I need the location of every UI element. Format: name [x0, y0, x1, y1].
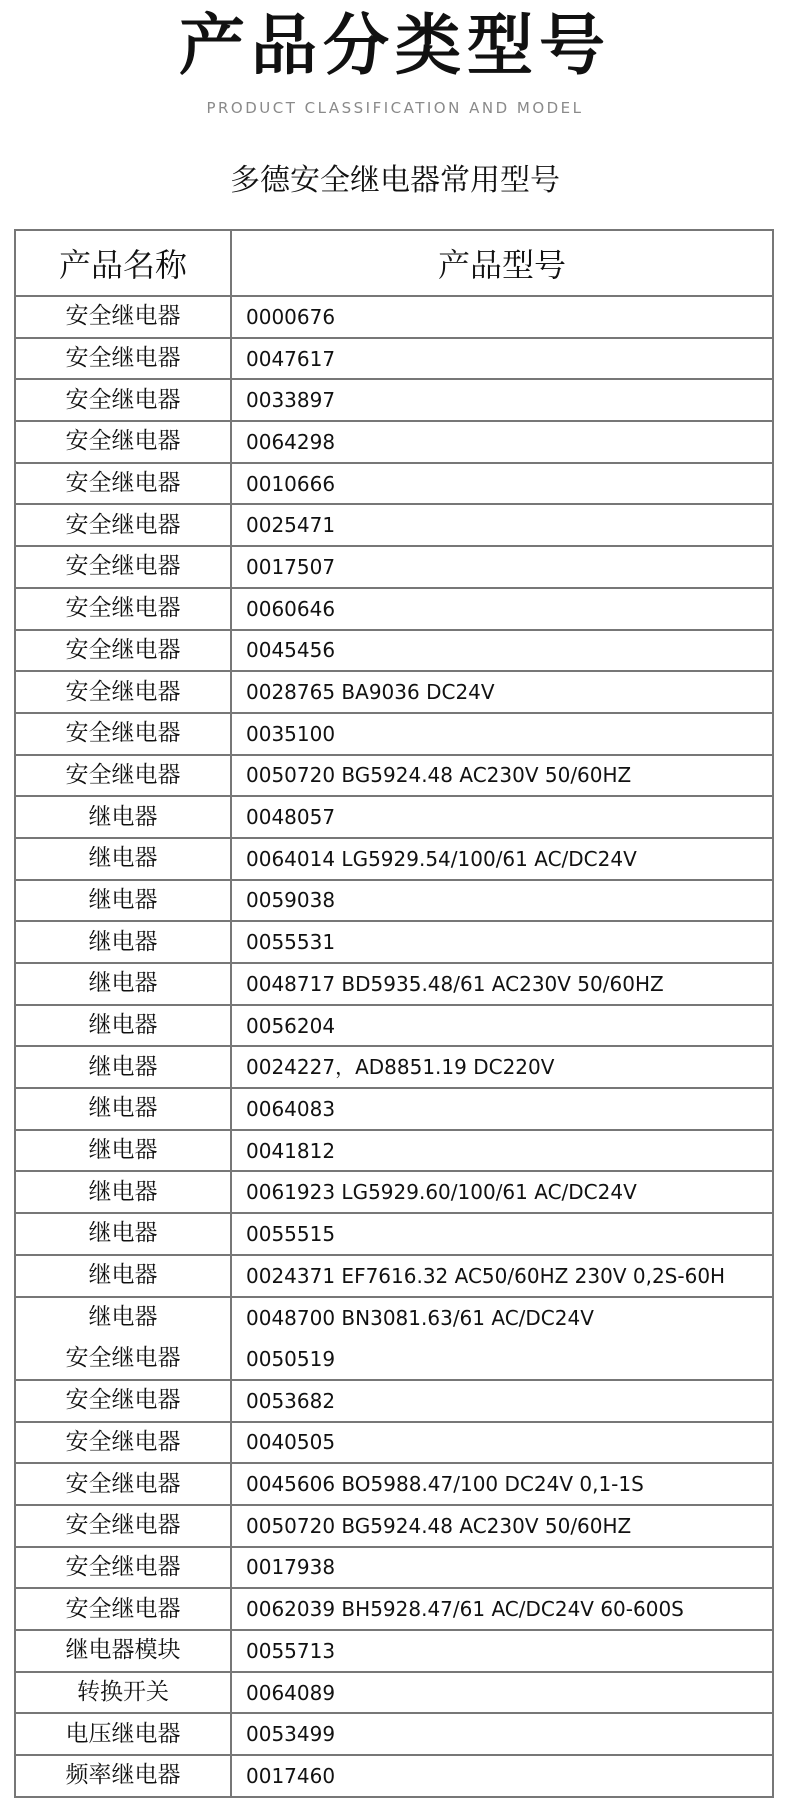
table-row	[16, 1089, 774, 1131]
table-row	[16, 297, 774, 339]
table-row	[16, 1506, 774, 1548]
product-name: 安全继电器	[65, 1470, 181, 1497]
product-name-cell	[16, 1256, 232, 1298]
product-name: 安全继电器	[65, 1345, 181, 1372]
product-name-cell	[16, 1381, 232, 1423]
product-model-cell	[232, 797, 774, 839]
product-name-cell	[16, 422, 232, 464]
table-row	[16, 464, 774, 506]
table-row	[16, 1381, 774, 1423]
product-model: 0048700 BN3081.63/61 AC/DC24V	[246, 1305, 594, 1330]
product-model: 0024227，AD8851.19 DC220V	[246, 1055, 555, 1080]
product-model-cell	[232, 714, 774, 756]
product-name-cell	[16, 881, 232, 923]
table-row	[16, 714, 774, 756]
table-row	[16, 339, 774, 381]
product-name: 继电器	[88, 1095, 158, 1122]
product-model: 0035100	[246, 721, 336, 746]
product-model: 0055515	[246, 1221, 336, 1246]
product-model-cell	[232, 1714, 774, 1756]
product-model: 0000676	[246, 304, 336, 329]
table-row	[16, 964, 774, 1006]
product-model: 0050720 BG5924.48 AC230V 50/60HZ	[246, 763, 632, 788]
table-row	[16, 797, 774, 839]
table-row	[16, 380, 774, 422]
table-row	[16, 1673, 774, 1715]
product-name: 安全继电器	[65, 761, 181, 788]
product-name: 安全继电器	[65, 470, 181, 497]
product-model-cell	[232, 1381, 774, 1423]
product-name: 安全继电器	[65, 1428, 181, 1455]
table-row	[16, 1047, 774, 1089]
table-row	[16, 839, 774, 881]
product-name: 继电器	[88, 845, 158, 872]
product-model-cell	[232, 1214, 774, 1256]
product-model: 0045606 BO5988.47/100 DC24V 0,1-1S	[246, 1472, 644, 1497]
product-name: 继电器	[88, 1178, 158, 1205]
product-name: 安全继电器	[65, 1512, 181, 1539]
product-name: 电压继电器	[65, 1720, 181, 1747]
product-name: 安全继电器	[65, 386, 181, 413]
product-model: 0048057	[246, 805, 336, 830]
product-name-cell	[16, 1006, 232, 1048]
table-row	[16, 1589, 774, 1631]
page-subtitle: PRODUCT CLASSIFICATION AND MODEL	[206, 99, 584, 117]
product-model-cell	[232, 1172, 774, 1214]
product-model-cell	[232, 1464, 774, 1506]
column-header-product-model: 产品型号	[232, 231, 774, 297]
product-name: 继电器	[88, 970, 158, 997]
product-name-cell	[16, 505, 232, 547]
table-header-row	[16, 231, 774, 297]
product-model: 0048717 BD5935.48/61 AC230V 50/60HZ	[246, 971, 664, 996]
table-row	[16, 1172, 774, 1214]
product-name-cell	[16, 839, 232, 881]
product-model-cell	[232, 464, 774, 506]
product-name: 安全继电器	[65, 636, 181, 663]
product-name-cell	[16, 339, 232, 381]
table-row	[16, 881, 774, 923]
product-name-cell	[16, 589, 232, 631]
product-model: 0017938	[246, 1555, 336, 1580]
product-name: 继电器模块	[65, 1637, 181, 1664]
product-name: 继电器	[88, 928, 158, 955]
product-model-cell	[232, 1756, 774, 1798]
product-name-cell	[16, 1047, 232, 1089]
product-model-cell	[232, 1047, 774, 1089]
product-name-cell	[16, 464, 232, 506]
product-model-cell	[232, 1423, 774, 1465]
product-name-cell	[16, 1673, 232, 1715]
table-row	[16, 1214, 774, 1256]
product-model-cell	[232, 922, 774, 964]
product-model: 0055713	[246, 1638, 336, 1663]
product-model: 0010666	[246, 471, 336, 496]
product-name-cell	[16, 1714, 232, 1756]
product-model-cell	[232, 1506, 774, 1548]
table-row	[16, 1548, 774, 1590]
product-model-cell	[232, 505, 774, 547]
product-model-cell	[232, 380, 774, 422]
product-model: 0041812	[246, 1138, 336, 1163]
product-name: 继电器	[88, 1220, 158, 1247]
product-model-cell	[232, 756, 774, 798]
column-header-product-name: 产品名称	[16, 231, 232, 297]
product-model-cell	[232, 422, 774, 464]
table-row	[16, 1631, 774, 1673]
product-name: 继电器	[88, 1012, 158, 1039]
product-name-cell	[16, 1298, 232, 1381]
product-name-cell	[16, 1589, 232, 1631]
product-name: 继电器	[88, 1304, 158, 1331]
table-row	[16, 589, 774, 631]
product-model: 0050720 BG5924.48 AC230V 50/60HZ	[246, 1513, 632, 1538]
table-row	[16, 1464, 774, 1506]
product-name: 安全继电器	[65, 345, 181, 372]
product-model-cell	[232, 1298, 774, 1381]
product-model-cell	[232, 1006, 774, 1048]
product-model: 0059038	[246, 888, 336, 913]
product-name-cell	[16, 297, 232, 339]
product-name: 安全继电器	[65, 1553, 181, 1580]
product-name-cell	[16, 1214, 232, 1256]
product-name-cell	[16, 1631, 232, 1673]
product-model: 0045456	[246, 638, 336, 663]
product-model: 0028765 BA9036 DC24V	[246, 680, 495, 705]
product-name: 安全继电器	[65, 678, 181, 705]
product-name-cell	[16, 1506, 232, 1548]
table-row	[16, 1423, 774, 1465]
product-model: 0064298	[246, 429, 336, 454]
product-name-cell	[16, 672, 232, 714]
product-model: 0064089	[246, 1680, 336, 1705]
product-model: 0017460	[246, 1763, 336, 1788]
table-row	[16, 422, 774, 464]
product-name: 继电器	[88, 1137, 158, 1164]
table-row	[16, 1006, 774, 1048]
product-model-cell	[232, 1256, 774, 1298]
product-model-cell	[232, 1589, 774, 1631]
product-model: 0056204	[246, 1013, 336, 1038]
product-model-cell	[232, 1089, 774, 1131]
table-row	[16, 1714, 774, 1756]
product-name: 安全继电器	[65, 720, 181, 747]
table-row	[16, 1131, 774, 1173]
product-model-cell	[232, 339, 774, 381]
page-title: 产品分类型号	[179, 7, 611, 84]
product-name-cell	[16, 1464, 232, 1506]
product-name-cell	[16, 1423, 232, 1465]
product-name-cell	[16, 631, 232, 673]
table-row	[16, 1298, 774, 1381]
product-name: 安全继电器	[65, 1595, 181, 1622]
table-row	[16, 922, 774, 964]
product-name: 继电器	[88, 886, 158, 913]
product-model-cell	[232, 964, 774, 1006]
product-model-cell	[232, 589, 774, 631]
table-row	[16, 631, 774, 673]
product-model: 0061923 LG5929.60/100/61 AC/DC24V	[246, 1180, 637, 1205]
table-row	[16, 505, 774, 547]
product-model-table	[14, 229, 774, 1798]
product-name: 安全继电器	[65, 553, 181, 580]
product-name-cell	[16, 1131, 232, 1173]
product-name: 安全继电器	[65, 303, 181, 330]
product-name: 继电器	[88, 1053, 158, 1080]
product-model-cell	[232, 1631, 774, 1673]
product-model-cell	[232, 297, 774, 339]
product-name-cell	[16, 964, 232, 1006]
product-name: 频率继电器	[65, 1762, 181, 1789]
product-model: 0064014 LG5929.54/100/61 AC/DC24V	[246, 846, 637, 871]
product-name-cell	[16, 714, 232, 756]
table-row	[16, 1756, 774, 1798]
product-name-cell	[16, 1756, 232, 1798]
table-row	[16, 672, 774, 714]
product-name-cell	[16, 1172, 232, 1214]
product-name: 转换开关	[77, 1679, 169, 1706]
product-model: 0062039 BH5928.47/61 AC/DC24V 60-600S	[246, 1597, 684, 1622]
product-model-cell	[232, 1548, 774, 1590]
product-model: 0055531	[246, 930, 336, 955]
product-model: 0053499	[246, 1722, 336, 1747]
product-name-cell	[16, 922, 232, 964]
product-model: 0033897	[246, 388, 336, 413]
product-name: 安全继电器	[65, 595, 181, 622]
product-name: 安全继电器	[65, 1387, 181, 1414]
product-model: 0025471	[246, 513, 336, 538]
product-model: 0050519	[246, 1346, 336, 1371]
product-model-cell	[232, 1131, 774, 1173]
table-body	[16, 297, 774, 1798]
product-name: 安全继电器	[65, 511, 181, 538]
product-model-cell	[232, 672, 774, 714]
product-name: 继电器	[88, 803, 158, 830]
product-model-cell	[232, 547, 774, 589]
product-model-cell	[232, 1673, 774, 1715]
product-model: 0024371 EF7616.32 AC50/60HZ 230V 0,2S-60H	[246, 1263, 726, 1288]
table-row	[16, 756, 774, 798]
product-model-cell	[232, 881, 774, 923]
product-name-cell	[16, 1089, 232, 1131]
product-name-cell	[16, 1548, 232, 1590]
product-model: 0064083	[246, 1096, 336, 1121]
product-name-cell	[16, 756, 232, 798]
product-name: 安全继电器	[65, 428, 181, 455]
product-model: 0017507	[246, 554, 336, 579]
product-model-cell	[232, 839, 774, 881]
product-name-cell	[16, 797, 232, 839]
product-model-cell	[232, 631, 774, 673]
product-model: 0060646	[246, 596, 336, 621]
product-model: 0053682	[246, 1388, 336, 1413]
table-row	[16, 547, 774, 589]
table-title: 多德安全继电器常用型号	[230, 163, 560, 198]
product-name-cell	[16, 547, 232, 589]
product-model: 0047617	[246, 346, 336, 371]
product-name: 继电器	[88, 1262, 158, 1289]
table-row	[16, 1256, 774, 1298]
product-model: 0040505	[246, 1430, 336, 1455]
product-name-cell	[16, 380, 232, 422]
